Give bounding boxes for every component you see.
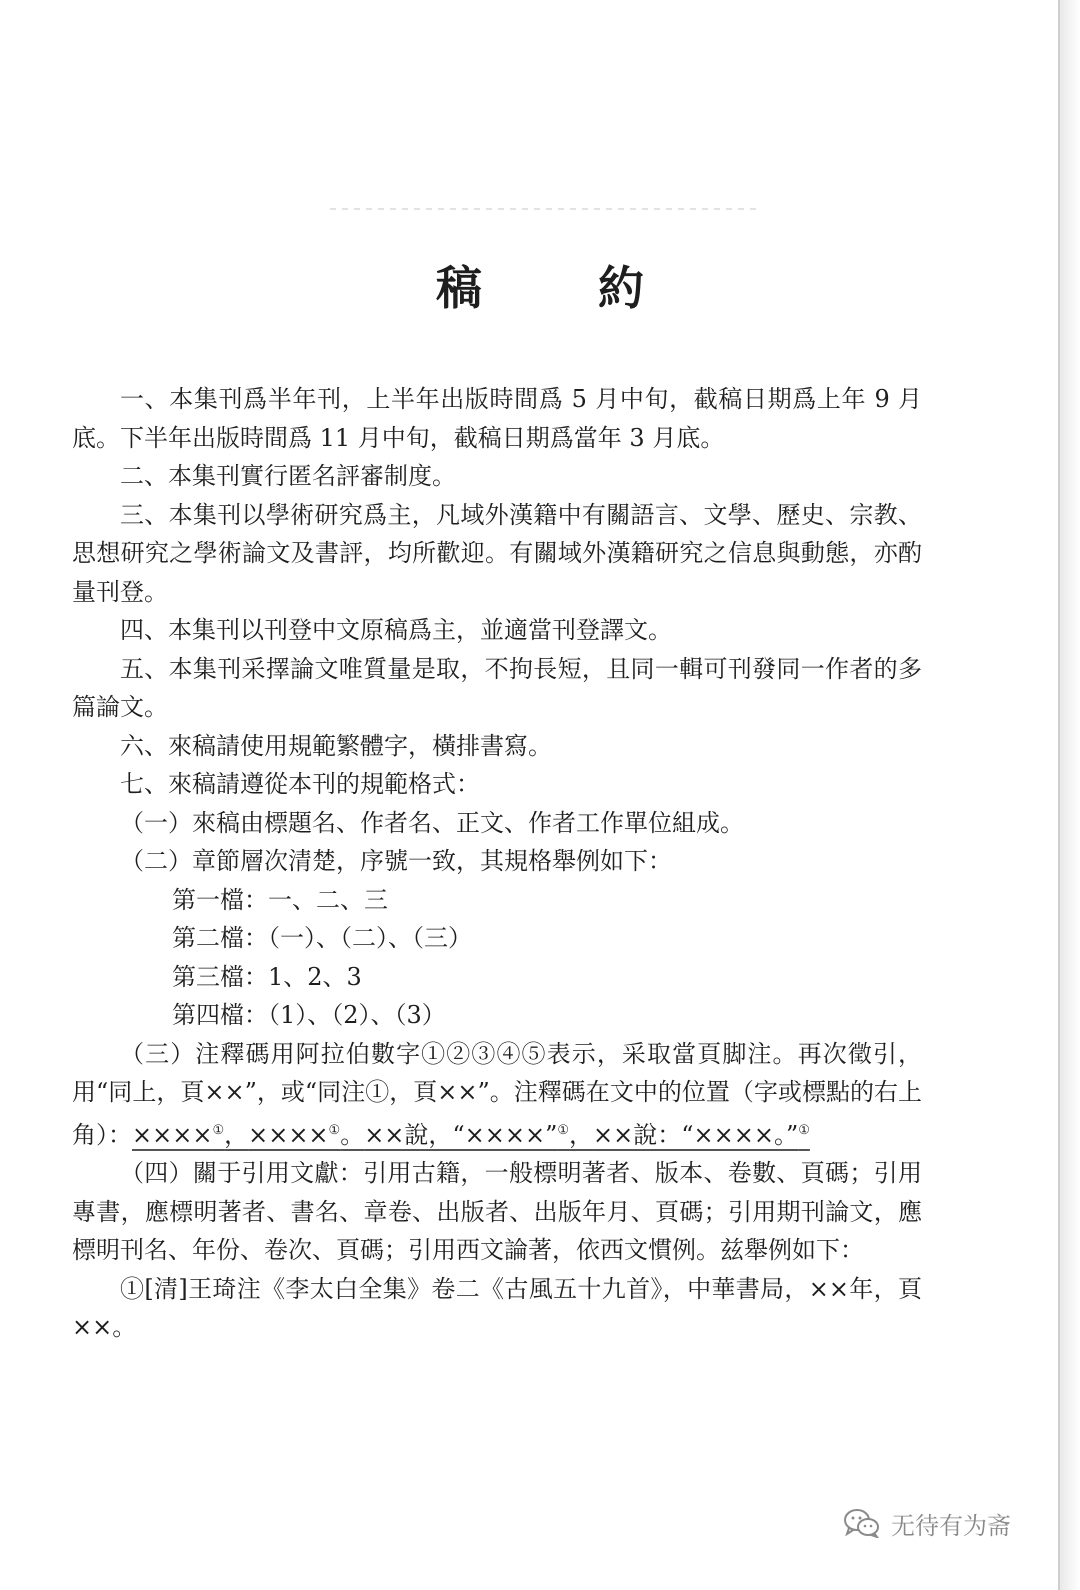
faint-rule: [330, 208, 760, 210]
watermark-text: 无待有为斋: [891, 1511, 1011, 1540]
paragraph-6: 六、來稿請使用規範繁體字，橫排書寫。: [120, 731, 552, 760]
page-edge-shadow: [1060, 0, 1080, 1590]
paragraph-7-2: （二）章節層次清楚，序號一致，其規格舉例如下：: [120, 847, 672, 875]
paragraph-notes: [72, 1035, 922, 1155]
paragraph-8: （四）關于引用文獻：引用古籍，一般標明著者、版本、卷數、頁碼；引用專書，應標明著者、書名、章卷、出版者、出版年月、頁碼；引用期刊論文，應標明刊名、年份、卷次、頁碼；引用西文論著，依西文慣例。兹舉例如下：: [72, 1159, 922, 1264]
paragraph-9: ①[清]王琦注《李太白全集》卷二《古風五十九首》，中華書局，××年，頁××。: [72, 1274, 922, 1341]
notes-intro: （三）注釋碼用阿拉伯數字①②③④⑤表示，采取當頁脚注。再次徵引，用“同上，頁××”，或“同注①，頁××”。注釋碼在文中的位置（字或標點的右上角）：: [72, 1039, 922, 1149]
level-example-1: 第一檔：一、二、三: [172, 885, 388, 914]
paragraph-3: 三、本集刊以學術研究爲主，凡域外漢籍中有關語言、文學、歷史、宗教、思想研究之學術論文及書評，均所歡迎。有關域外漢籍研究之信息與動態，亦酌量刊登。: [72, 500, 922, 606]
level-example-3: 第三檔：1、2、3: [172, 962, 362, 991]
watermark: [843, 1503, 1043, 1543]
paragraph-5: 五、本集刊采擇論文唯質量是取，不拘長短，且同一輯可刊發同一作者的多篇論文。: [72, 654, 922, 721]
note-example-4: ××說：“××××。”①: [593, 1120, 810, 1149]
note-example-2: ××××①。: [248, 1120, 365, 1149]
paragraph-2: 二、本集刊實行匿名評審制度。: [120, 462, 456, 490]
level-example-2: 第二檔：（一）、（二）、（三）: [172, 924, 472, 952]
paragraph-1: 一、本集刊爲半年刊，上半年出版時間爲 5 月中旬，截稿日期爲上年 9 月底。下半年出版時間爲 11 月中旬，截稿日期爲當年 3 月底。: [72, 385, 922, 452]
paragraph-7: 七、來稿請遵從本刊的規範格式：: [120, 770, 480, 798]
level-example-4: 第四檔：（1）、（2）、（3）: [172, 1001, 446, 1029]
wechat-icon: [843, 1508, 881, 1538]
paragraph-4: 四、本集刊以刊登中文原稿爲主，並適當刊登譯文。: [120, 616, 672, 644]
paragraph-7-1: （一）來稿由標題名、作者名、正文、作者工作單位組成。: [120, 808, 744, 837]
body-text: [72, 380, 922, 1347]
note-example-1: ××××①，: [132, 1120, 249, 1149]
page-title: 稿 約: [435, 261, 694, 315]
note-example-3: ××說，“××××”①，: [364, 1120, 594, 1149]
